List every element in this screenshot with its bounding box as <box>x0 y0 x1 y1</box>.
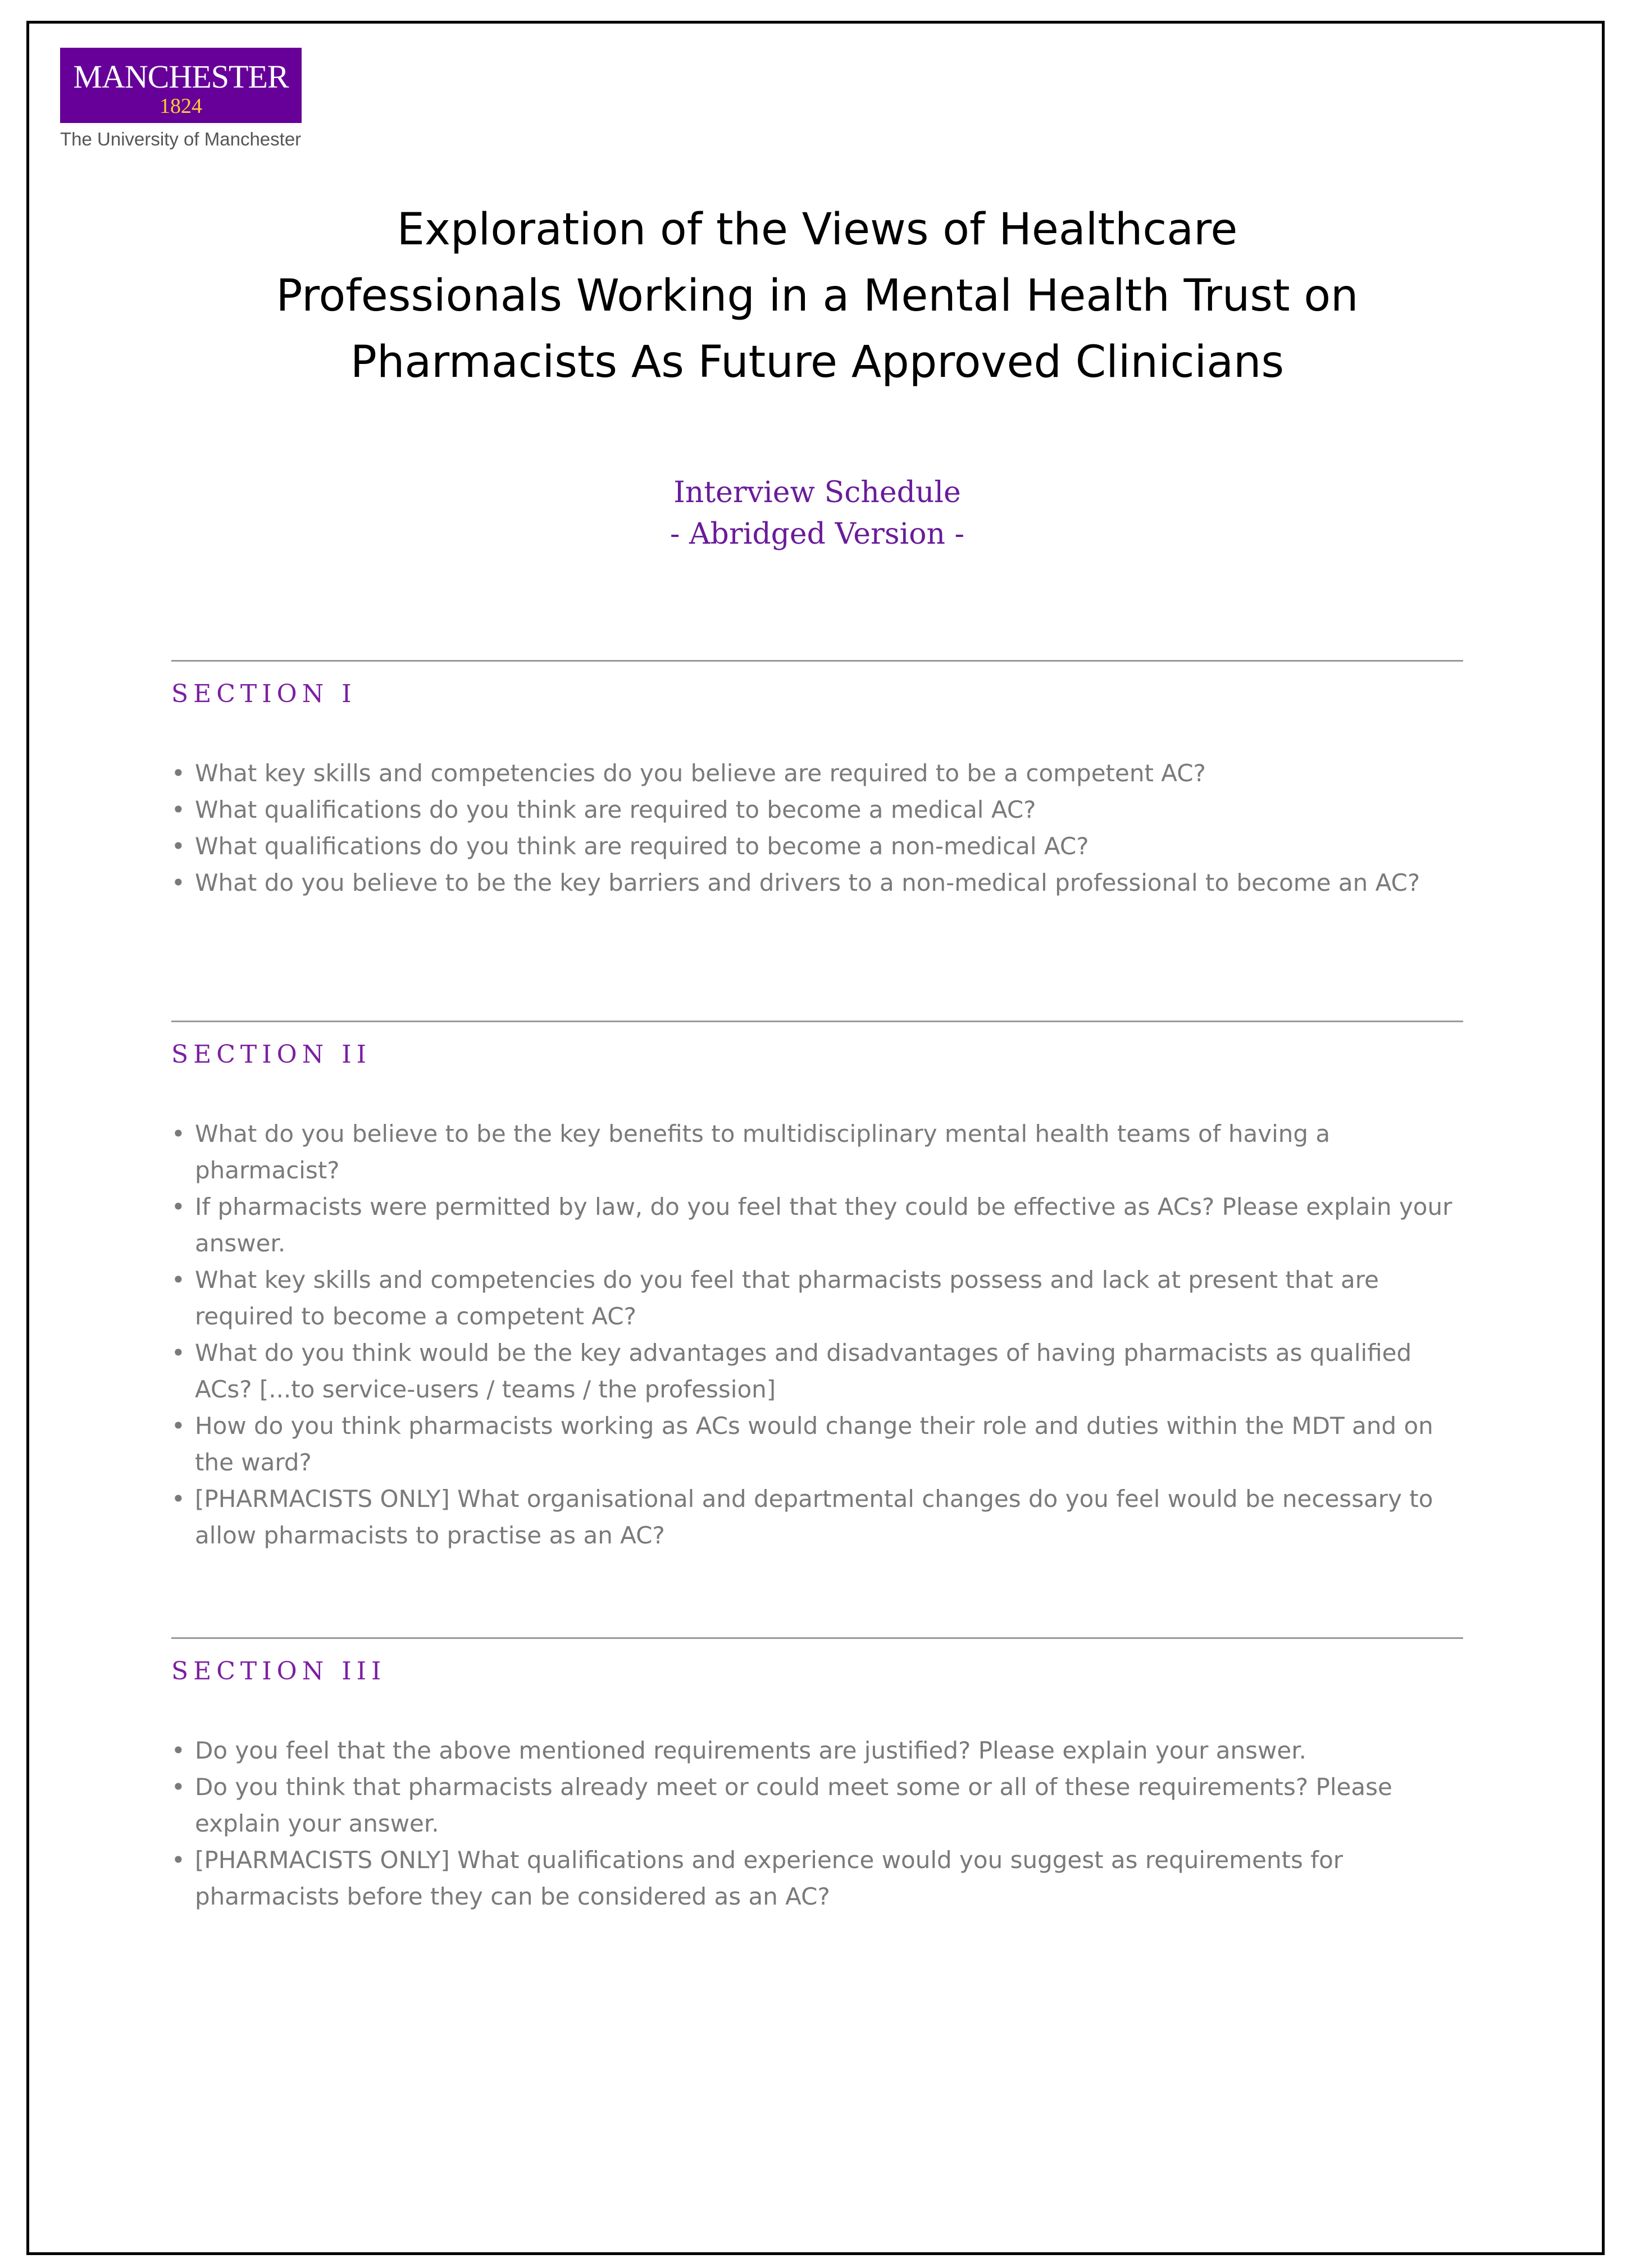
question-item <box>171 864 1463 901</box>
question-item <box>171 1261 1463 1335</box>
bullet: • <box>171 759 185 787</box>
question-text: If pharmacists were permitted by law, do you feel that they could be effective as ACs? Please explain your answer. <box>195 1193 1452 1257</box>
bullet: • <box>171 1266 185 1294</box>
bullet: • <box>171 1846 185 1874</box>
question-text: [PHARMACISTS ONLY] What qualifications and experience would you suggest as requirements for pharmacists before they can be considered as an AC? <box>195 1846 1343 1910</box>
logo-subtitle: The University of Manchester <box>60 129 302 149</box>
section-divider <box>171 660 1463 662</box>
section-2 <box>171 1021 1463 1554</box>
question-text: What do you think would be the key advantages and disadvantages of having pharmacists as qualified ACs? [...to service-users / teams / the profession] <box>195 1339 1412 1403</box>
question-item <box>171 1115 1463 1188</box>
question-text: Do you think that pharmacists already meet or could meet some or all of these requirements? Please explain your answer. <box>195 1773 1392 1837</box>
question-item <box>171 1481 1463 1554</box>
question-text: What key skills and competencies do you believe are required to be a competent AC? <box>195 759 1206 787</box>
document-subtitle <box>140 472 1494 555</box>
bullet: • <box>171 1737 185 1764</box>
bullet: • <box>171 1120 185 1147</box>
question-text: What qualifications do you think are required to become a non-medical AC? <box>195 832 1089 860</box>
question-text: [PHARMACISTS ONLY] What organisational and departmental changes do you feel would be necessary to allow pharmacists to practise as an AC? <box>195 1485 1433 1549</box>
question-list <box>171 1732 1463 1915</box>
title-line-2: Professionals Working in a Mental Health Trust on <box>276 271 1359 321</box>
question-item <box>171 1842 1463 1915</box>
subtitle-line-1: Interview Schedule <box>673 476 961 509</box>
bullet: • <box>171 832 185 860</box>
question-text: Do you feel that the above mentioned requirements are justified? Please explain your answer. <box>195 1737 1306 1764</box>
section-1 <box>171 660 1463 901</box>
bullet: • <box>171 796 185 823</box>
logo-year: 1824 <box>160 94 202 118</box>
question-item <box>171 1408 1463 1481</box>
bullet: • <box>171 1773 185 1801</box>
section-heading: SECTION I <box>171 680 357 708</box>
question-item <box>171 1188 1463 1261</box>
section-heading: SECTION III <box>171 1657 386 1686</box>
question-item <box>171 1732 1463 1769</box>
question-text: What do you believe to be the key barriers and drivers to a non-medical professional to become an AC? <box>195 869 1420 896</box>
question-text: What key skills and competencies do you feel that pharmacists possess and lack at present that are required to become a competent AC? <box>195 1266 1379 1330</box>
logo-badge <box>60 48 302 123</box>
bullet: • <box>171 869 185 896</box>
question-item <box>171 1335 1463 1408</box>
document-title <box>140 197 1494 395</box>
question-list <box>171 1115 1463 1554</box>
question-item <box>171 828 1463 864</box>
question-text: How do you think pharmacists working as ACs would change their role and duties within the MDT and on the ward? <box>195 1412 1433 1476</box>
question-item <box>171 791 1463 828</box>
title-line-3: Pharmacists As Future Approved Clinicians <box>350 337 1285 388</box>
section-divider <box>171 1021 1463 1022</box>
question-item <box>171 1769 1463 1842</box>
logo-wordmark: MANCHESTER <box>73 58 289 95</box>
question-item <box>171 755 1463 791</box>
title-line-1: Exploration of the Views of Healthcare <box>397 204 1238 255</box>
bullet: • <box>171 1412 185 1440</box>
question-text: What qualifications do you think are required to become a medical AC? <box>195 796 1036 823</box>
section-3 <box>171 1637 1463 1915</box>
section-heading: SECTION II <box>171 1040 371 1069</box>
bullet: • <box>171 1193 185 1220</box>
question-text: What do you believe to be the key benefits to multidisciplinary mental health teams of having a pharmacist? <box>195 1120 1331 1184</box>
bullet: • <box>171 1485 185 1513</box>
university-logo <box>60 48 302 150</box>
bullet: • <box>171 1339 185 1367</box>
section-divider <box>171 1637 1463 1639</box>
subtitle-line-2: - Abridged Version - <box>670 517 965 551</box>
question-list <box>171 755 1463 901</box>
